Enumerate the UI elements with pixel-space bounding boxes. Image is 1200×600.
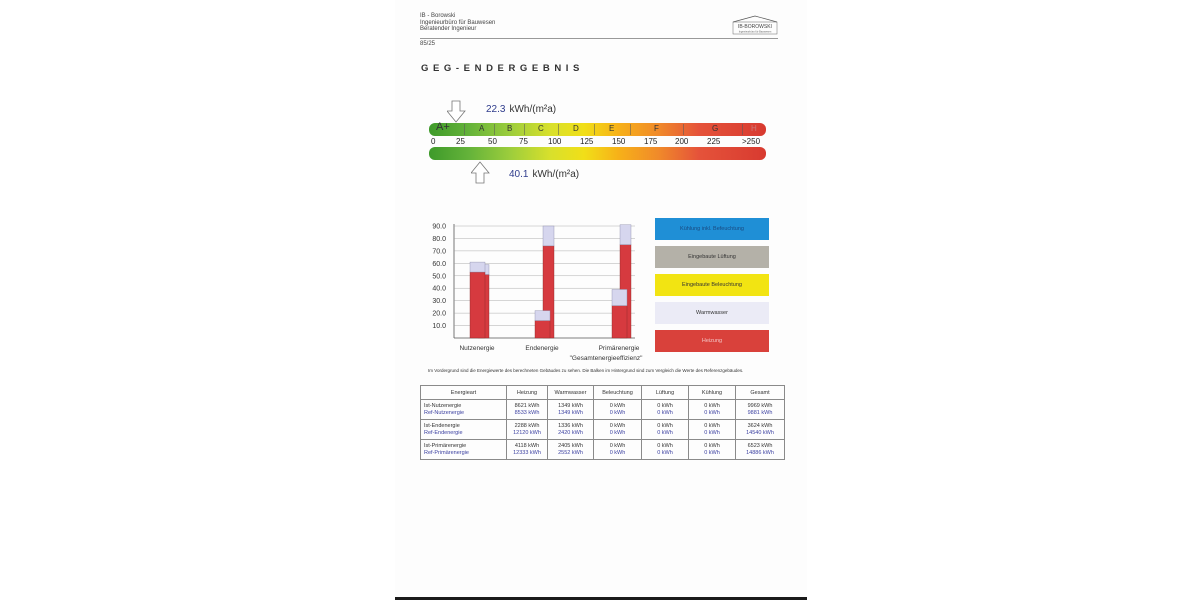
table-header-cell: Heizung <box>507 386 548 400</box>
table-header-cell: Lüftung <box>642 386 689 400</box>
table-cell <box>548 400 594 420</box>
ref-value: 2552 kWh <box>558 449 583 456</box>
energy-table <box>420 385 785 460</box>
ist-value: 8621 kWh <box>514 403 540 409</box>
table-cell <box>689 440 736 460</box>
table-cell <box>642 420 689 440</box>
company-subtitle: Ingenieurbüro für Bauwesen <box>420 19 496 26</box>
table-cell <box>642 440 689 460</box>
scale-tick: 150 <box>612 137 626 146</box>
ref-value: 0 kWh <box>657 449 673 456</box>
bar-ref-warmwasser <box>543 226 554 246</box>
scale-separator <box>683 124 684 135</box>
table-cell <box>736 440 785 460</box>
table-row <box>421 420 785 440</box>
scale-tick: 175 <box>644 137 658 146</box>
ref-value: 2420 kWh <box>558 429 583 436</box>
ist-value: 0 kWh <box>657 443 673 449</box>
ist-value: 2288 kWh <box>514 423 540 429</box>
ref-label: Ref-Primärenergie <box>424 449 469 456</box>
bar-ref-warmwasser <box>620 225 631 245</box>
scale-tick: 225 <box>707 137 721 146</box>
y-tick-label: 30.0 <box>432 298 446 306</box>
table-header-cell: Kühlung <box>689 386 736 400</box>
x-category-label: Nutzenergie <box>459 345 495 352</box>
ist-value: 1349 kWh <box>558 403 583 409</box>
y-tick-label: 20.0 <box>432 310 446 318</box>
top-value: 22.3 <box>486 104 506 115</box>
company-name: IB - Borowski <box>420 13 456 19</box>
bottom-value-unit: kWh/(m²a) <box>532 169 580 180</box>
y-tick-label: 60.0 <box>432 260 446 268</box>
ist-value: 0 kWh <box>704 403 720 409</box>
scale-tick: 100 <box>548 137 562 146</box>
ref-value: 0 kWh <box>704 429 720 436</box>
scale-separator <box>524 124 525 135</box>
y-tick-label: 70.0 <box>432 248 446 256</box>
bottom-value-label <box>509 169 579 180</box>
ist-value: 0 kWh <box>704 423 720 429</box>
ist-value: 0 kWh <box>609 403 626 409</box>
top-value-unit: kWh/(m²a) <box>509 104 557 115</box>
table-cell <box>689 400 736 420</box>
ist-value: 0 kWh <box>609 443 626 449</box>
table-row-label <box>421 420 507 440</box>
bar-ist-warmwasser <box>470 262 485 272</box>
legend-item: Warmwasser <box>655 302 769 324</box>
ist-value: 0 kWh <box>609 423 626 429</box>
ist-label: Ist-Endenergie <box>424 423 460 429</box>
scale-tick: 125 <box>580 137 594 146</box>
chart-note: Im Vordergrund sind die Energiewerte des berechneten Gebäudes zu sehen. Die Balken im Hintergrund sind zum Vergleich die Werte des Referenzgebäudes. <box>428 368 744 373</box>
y-tick-label: 40.0 <box>432 285 446 293</box>
company-logo <box>730 14 780 36</box>
ref-label: Ref-Nutzenergie <box>424 409 465 416</box>
scale-separator <box>630 124 631 135</box>
ist-value: 4118 kWh <box>514 443 540 449</box>
scale-class-1: A <box>479 124 485 133</box>
top-value-label <box>486 104 556 115</box>
x-category-label: Primärenergie <box>598 345 640 352</box>
scale-class-0: A+ <box>436 121 450 133</box>
y-tick-label: 10.0 <box>432 323 446 331</box>
bar-ist-heizung <box>612 306 627 338</box>
ref-value: 0 kWh <box>609 429 626 436</box>
scale-class-2: B <box>507 124 513 133</box>
table-cell <box>689 420 736 440</box>
document-number: 85/25 <box>420 41 436 47</box>
scale-tick: 75 <box>519 137 528 146</box>
table-header-cell: Energieart <box>421 386 507 400</box>
ist-value: 0 kWh <box>657 423 673 429</box>
logo-subtext: Ingenieurbüro für Bauwesen <box>738 30 772 34</box>
table-cell <box>642 400 689 420</box>
table-row <box>421 400 785 420</box>
bottom-value: 40.1 <box>509 169 529 180</box>
bar-ist-heizung <box>470 272 485 338</box>
ref-value: 0 kWh <box>704 409 720 416</box>
table-row <box>421 440 785 460</box>
ist-value: 0 kWh <box>657 403 673 409</box>
table-cell <box>594 400 642 420</box>
scale-tick: 50 <box>488 137 497 146</box>
ist-value: 9969 kWh <box>747 403 773 409</box>
scale-separator <box>594 124 595 135</box>
y-tick-label: 80.0 <box>432 235 446 243</box>
scale-tick: >250 <box>742 137 761 146</box>
table-row-label <box>421 400 507 420</box>
ref-value: 0 kWh <box>609 409 626 416</box>
energy-bar-chart <box>425 218 650 366</box>
up-arrow-icon <box>471 160 491 184</box>
ist-value: 3624 kWh <box>747 423 773 429</box>
energy-scale-bottom <box>429 147 766 160</box>
ref-value: 0 kWh <box>609 449 626 456</box>
ref-label: Ref-Endenergie <box>424 429 463 436</box>
ist-value: 1336 kWh <box>558 423 583 429</box>
table-header-cell: Gesamt <box>736 386 785 400</box>
scale-tick: 0 <box>431 137 436 146</box>
down-arrow-icon <box>447 100 467 124</box>
scale-class-4: D <box>573 124 579 133</box>
legend-item: Heizung <box>655 330 769 352</box>
ref-value: 0 kWh <box>704 449 720 456</box>
ref-value: 12120 kWh <box>513 429 541 436</box>
scale-separator <box>558 124 559 135</box>
table-cell <box>594 440 642 460</box>
ist-label: Ist-Nutzenergie <box>424 403 462 409</box>
logo-text: IB-BOROWSKI <box>738 24 772 30</box>
table-row-label <box>421 440 507 460</box>
ist-value: 0 kWh <box>704 443 720 449</box>
scale-class-3: C <box>538 124 544 133</box>
legend-item: Eingebaute Lüftung <box>655 246 769 268</box>
table-header-cell: Warmwasser <box>548 386 594 400</box>
scale-class-7: G <box>712 124 719 133</box>
bar-ist-warmwasser <box>535 311 550 321</box>
page-title: GEG-ENDERGEBNIS <box>421 63 584 74</box>
chart-subtitle: "Gesamtenergieeffizienz" <box>569 355 643 362</box>
x-category-label: Endenergie <box>525 345 559 352</box>
y-tick-label: 90.0 <box>432 223 446 231</box>
scale-separator <box>742 124 743 135</box>
scale-class-5: E <box>609 124 615 133</box>
scale-separator <box>464 124 465 135</box>
scale-class-8: H <box>751 124 757 133</box>
ref-value: 14886 kWh <box>746 449 774 456</box>
table-cell <box>548 420 594 440</box>
ref-value: 0 kWh <box>657 429 673 436</box>
table-cell <box>507 420 548 440</box>
table-cell <box>548 440 594 460</box>
ist-value: 6523 kWh <box>747 443 773 449</box>
table-cell <box>507 400 548 420</box>
table-header-cell: Beleuchtung <box>594 386 642 400</box>
ref-value: 14540 kWh <box>746 429 774 436</box>
bar-ist-heizung <box>535 321 550 338</box>
scale-tick: 25 <box>456 137 465 146</box>
table-cell <box>507 440 548 460</box>
legend-item: Eingebaute Beleuchtung <box>655 274 769 296</box>
header-rule <box>420 38 778 39</box>
table-cell <box>736 400 785 420</box>
scale-tick: 200 <box>675 137 689 146</box>
legend-item: Kühlung inkl. Befeuchtung <box>655 218 769 240</box>
ist-value: 2405 kWh <box>558 443 583 449</box>
table-cell <box>736 420 785 440</box>
bar-ist-warmwasser <box>612 289 627 305</box>
ref-value: 12333 kWh <box>513 449 541 456</box>
ist-label: Ist-Primärenergie <box>424 443 467 449</box>
company-block <box>420 13 495 33</box>
ref-value: 8533 kWh <box>514 409 540 416</box>
table-cell <box>594 420 642 440</box>
ref-value: 0 kWh <box>657 409 673 416</box>
ref-value: 9881 kWh <box>747 409 773 416</box>
scale-class-6: F <box>654 124 659 133</box>
scale-separator <box>494 124 495 135</box>
ref-value: 1349 kWh <box>558 409 583 416</box>
company-role: Beratender Ingenieur <box>420 26 477 32</box>
y-tick-label: 50.0 <box>432 273 446 281</box>
